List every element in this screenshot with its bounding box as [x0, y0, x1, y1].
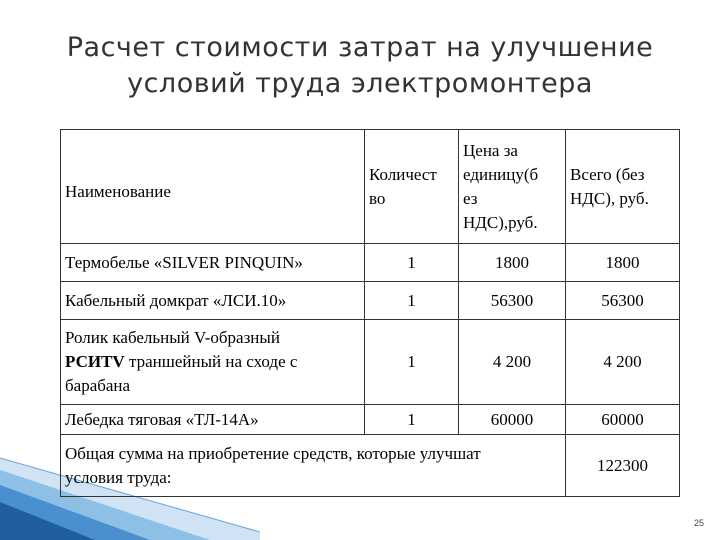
row-name: Термобелье «SILVER PINQUIN»: [61, 244, 365, 282]
header-price-line-4: НДС),руб.: [463, 212, 538, 232]
table-row: [61, 282, 680, 320]
header-quantity-line-1: Количест: [369, 164, 437, 184]
slide-title: [60, 30, 660, 102]
cost-table: [60, 129, 680, 497]
row-name-code: РСИТV: [65, 352, 125, 371]
title-line-2: условий труда электромонтера: [127, 68, 593, 99]
title-line-1: Расчет стоимости затрат на улучшение: [66, 32, 654, 63]
row-name: Кабельный домкрат «ЛСИ.10»: [61, 282, 365, 320]
row-quantity: 1: [365, 244, 459, 282]
page-number: 25: [693, 518, 704, 528]
header-total-line-1: Всего (без: [570, 164, 645, 184]
row-name-line-1: Ролик кабельный V-образный: [65, 328, 280, 347]
row-unit-price: 1800: [459, 244, 566, 282]
header-price-line-3: ез: [463, 188, 478, 208]
row-name: [61, 320, 365, 405]
row-total: 4 200: [566, 320, 680, 405]
header-name-text: Наименование: [65, 181, 171, 201]
table-row: [61, 244, 680, 282]
header-name: [61, 130, 365, 244]
row-name: Лебедка тяговая «ТЛ-14А»: [61, 405, 365, 435]
header-total: [566, 130, 680, 244]
summary-total: 122300: [566, 435, 680, 497]
summary-label-line-1: Общая сумма на приобретение средств, которые улучшат: [65, 443, 481, 463]
row-unit-price: 60000: [459, 405, 566, 435]
header-price-line-2: единицу(б: [463, 164, 539, 184]
row-unit-price: 4 200: [459, 320, 566, 405]
table-header-row: [61, 130, 680, 244]
row-quantity: 1: [365, 405, 459, 435]
summary-label-line-2: условия труда:: [65, 467, 172, 487]
header-quantity: [365, 130, 459, 244]
summary-label: [61, 435, 566, 497]
header-total-line-2: НДС), руб.: [570, 188, 649, 208]
row-total: 1800: [566, 244, 680, 282]
row-quantity: 1: [365, 282, 459, 320]
row-quantity: 1: [365, 320, 459, 405]
row-unit-price: 56300: [459, 282, 566, 320]
row-total: 56300: [566, 282, 680, 320]
row-name-line-2: [65, 350, 360, 374]
table-row: [61, 405, 680, 435]
header-quantity-line-2: во: [369, 188, 386, 208]
row-name-rest: траншейный на сходе с: [124, 352, 298, 371]
table-row: [61, 320, 680, 405]
row-total: 60000: [566, 405, 680, 435]
header-unit-price: [459, 130, 566, 244]
row-name-line-3: барабана: [65, 376, 131, 395]
summary-row: [61, 435, 680, 497]
header-price-line-1: Цена за: [463, 140, 518, 160]
